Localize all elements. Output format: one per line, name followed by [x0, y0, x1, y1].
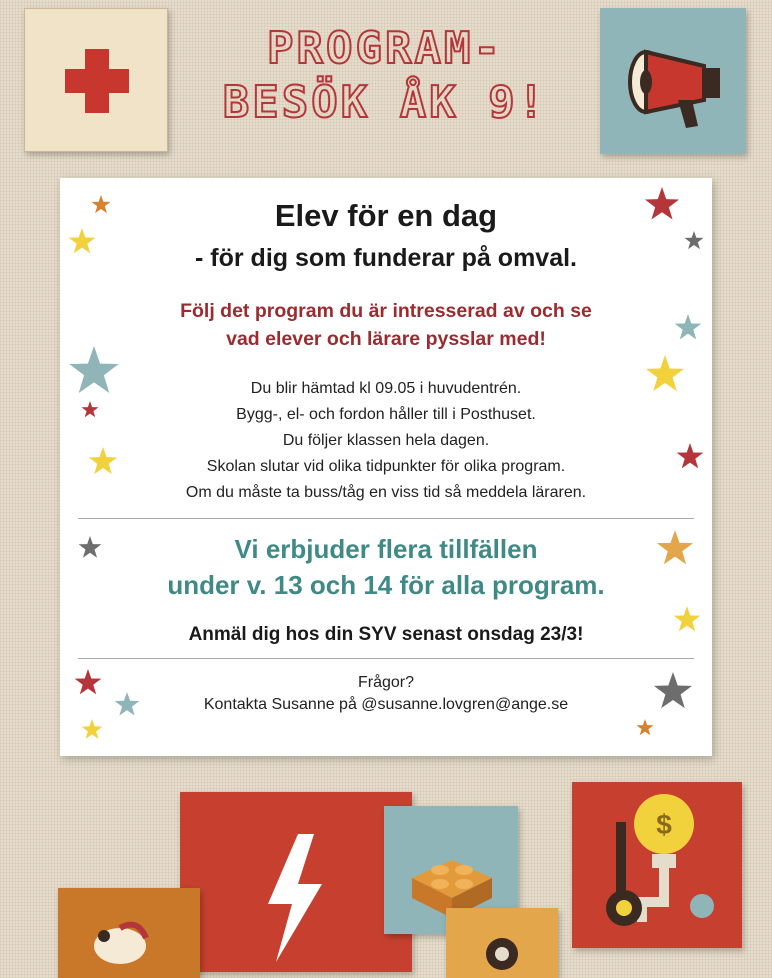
intro-line-2: vad elever och lärare pysslar med! — [226, 328, 546, 350]
questions-label: Frågor? — [357, 674, 415, 691]
lightning-icon — [180, 792, 412, 972]
divider — [78, 658, 694, 659]
horse-tile — [58, 888, 200, 978]
lightbulb-tile — [572, 782, 742, 948]
svg-text:$: $ — [656, 809, 672, 840]
headline — [180, 22, 590, 130]
register-text: Anmäl dig hos din SYV senast onsdag 23/3! — [188, 624, 584, 645]
info-line: Du blir hämtad kl 09.05 i huvudentrén. — [250, 380, 522, 397]
headline-line-2: BESÖK ÅK 9! — [222, 77, 548, 128]
cross-icon — [25, 9, 167, 151]
info-line: Bygg-, el- och fordon håller till i Posthuset. — [236, 406, 536, 423]
gear-icon — [446, 908, 558, 978]
info-line: Du följer klassen hela dagen. — [282, 432, 490, 449]
card-title: Elev för en dag — [274, 198, 498, 233]
intro-line-1: Följ det program du är intresserad av och se — [180, 300, 592, 322]
headline-line-1: PROGRAM- — [267, 23, 503, 74]
info-line: Om du måste ta buss/tåg en viss tid så meddela läraren. — [185, 484, 587, 501]
offer-line-1: Vi erbjuder flera tillfällen — [234, 534, 538, 564]
cross-tile — [24, 8, 168, 152]
info-card — [60, 178, 712, 756]
horse-icon — [58, 888, 200, 978]
megaphone-icon — [600, 8, 746, 154]
megaphone-tile — [600, 8, 746, 154]
lightbulb-icon — [572, 782, 742, 948]
lightning-tile — [180, 792, 412, 972]
divider — [78, 518, 694, 519]
card-subtitle: - för dig som funderar på omval. — [195, 244, 577, 272]
bottom-center-tile — [446, 908, 558, 978]
offer-line-2: under v. 13 och 14 för alla program. — [167, 570, 605, 600]
info-line: Skolan slutar vid olika tidpunkter för olika program. — [206, 458, 566, 475]
contact-text: Kontakta Susanne på @susanne.lovgren@ange.se — [203, 696, 569, 713]
